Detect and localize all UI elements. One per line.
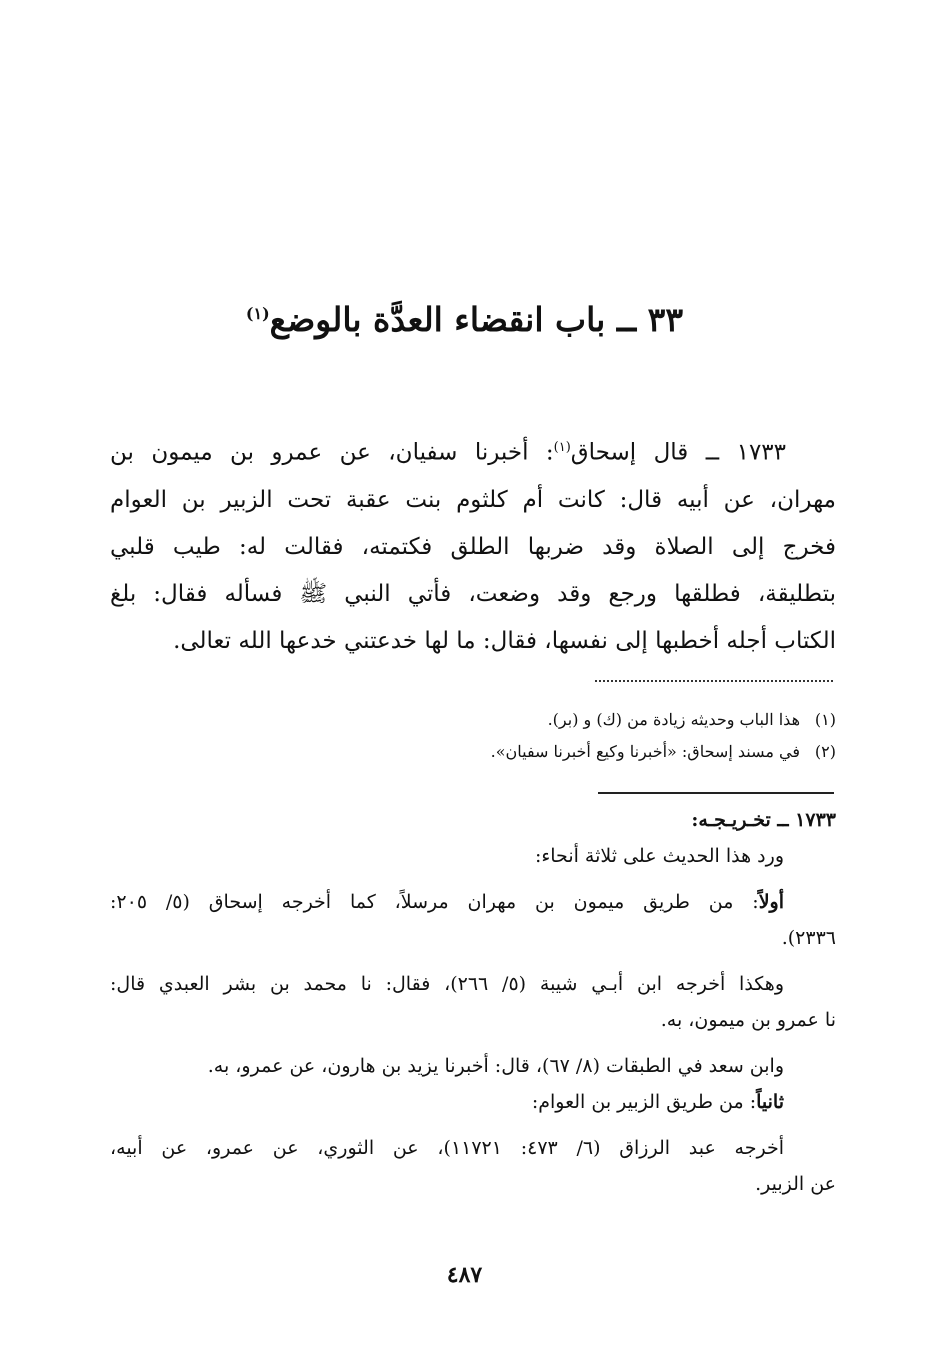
page-number: ٤٨٧ [446,1262,483,1288]
hadith-line-4: بتطليقة، فطلقها ورجع وقد وضعت، فأتي النبي ﷺ فسأله فقال: بلغ [110,580,836,607]
footnotes [110,704,836,768]
hadith-line-2: مهران، عن أبيه قال: كانت أم كلثوم بنت عقبة تحت الزبير بن العوام [110,486,836,513]
takhrij-separator [598,792,834,794]
footnote-1 [110,704,836,736]
takhrij-p4-line-1: أخرجه عبد الرزاق (٦/ ٤٧٣: ١١٧٢١)، عن الثوري، عن عمرو، عن أبيه، [110,1137,784,1159]
footnote-separator [595,680,833,682]
hadith-line-1 [110,424,836,477]
takhrij-p2-line-1: وهكذا أخرجه ابن أبـي شيبة (٥/ ٢٦٦)، فقال: نا محمد بن بشر العبدي قال: [110,973,784,995]
hadith-line-5: الكتاب أجله أخطبها إلى نفسها، فقال: ما لها خدعتني خدعها الله تعالى. [173,627,836,654]
footnote-1-text: هذا الباب وحديثه زيادة من (ك) و (بر). [547,710,800,729]
chapter-title [0,300,929,339]
takhrij-second-line [110,1084,836,1120]
hadith-note-ref: (١) [553,440,571,455]
hadith-line-1-rest: : أخبرنا سفيان، عن عمرو بن ميمون بن [110,439,554,466]
hadith-number-prefix: ١٧٣٣ ــ قال إسحاق [570,439,787,466]
takhrij-p4-line-2: عن الزبير. [755,1173,836,1195]
footnote-1-number: (١) [814,710,836,729]
footnote-2-number: (٢) [814,742,836,761]
takhrij-heading: ١٧٣٣ ــ تخـريـجـه: [691,809,836,831]
footnote-2-text: في مسند إسحاق: «أخبرنا وكيع أخبرنا سفيان». [490,742,800,761]
takhrij-second-rest: : من طريق الزبير بن العوام: [531,1091,757,1113]
takhrij-p3: وابن سعد في الطبقات (٨/ ٦٧)، قال: أخبرنا يزيد بن هارون، عن عمرو، به. [207,1055,784,1077]
takhrij-second-label: ثانياً [756,1091,784,1113]
hadith-text [110,424,836,665]
takhrij-first-line-1-text: : من طريق ميمون بن مهران مرسلاً، كما أخرجه إسحاق (٥/ ٢٠٥: [110,891,759,913]
takhrij-first-line-2: ٢٣٣٦). [781,927,836,949]
takhrij-first-line-1 [110,884,836,920]
takhrij-p2-line-2: نا عمرو بن ميمون، به. [660,1009,836,1031]
takhrij-intro: ورد هذا الحديث على ثلاثة أنحاء: [534,845,784,867]
chapter-title-text: ٣٣ ــ باب انقضاء العدَّة بالوضع [269,300,684,339]
footnote-2 [110,736,836,768]
takhrij-section [110,802,836,1202]
takhrij-first-label: أولاً [758,891,784,913]
hadith-line-3: فخرج إلى الصلاة وقد ضربها الطلق فكتمته، فقالت له: طيب قلبي [110,533,836,560]
chapter-note-ref: (١) [245,304,270,323]
